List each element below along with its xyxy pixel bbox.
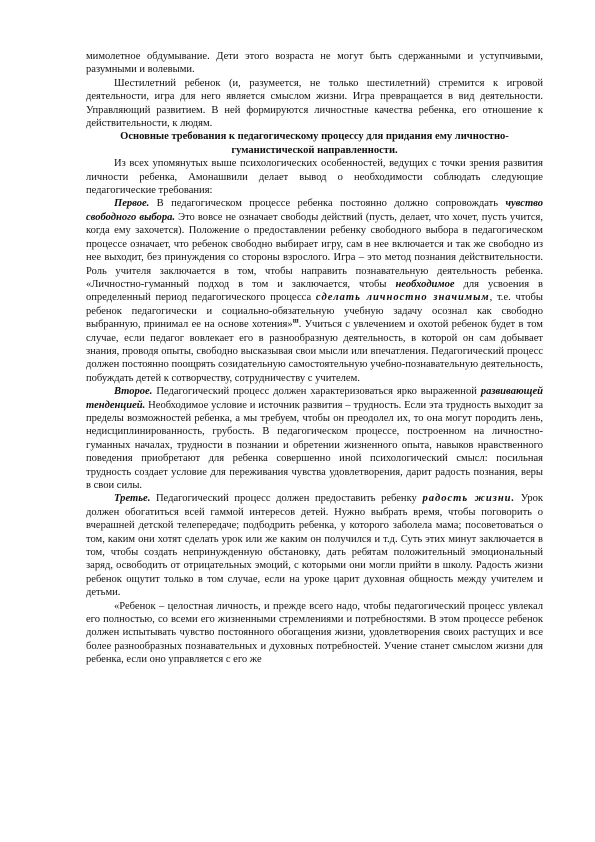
first-text-2: Это вовсе не означает свободы действий (пусть, делает, что хочет, пусть учится, когда ему захочется). Положение о предоставлении ребенку свободного выбора в педагогическом процессе означает, что ребенок свободно выбирает игру, сам в нее включается и так же свободно из нее выходит, без принуждения со стороны взрослого. Игра – это метод познания действительности. Роль учителя заключается в том, чтобы направить познавательную деятельность ребенка. «Личностно-гуманный подход в том и заключается, чтобы <box>86 211 543 290</box>
paragraph-child-whole-personality: «Ребенок – целостная личность, и прежде всего надо, чтобы педагогический процесс увлекал его полностью, со всеми его жизненными стремлениями и потребностями. В этом процессе ребенок должен испытывать чувство постоянного обогащения жизни, удовлетворения своих растущих и все более разнообразных познавательных и духовных потребностей. Учение станет смыслом жизни для ребенка, если оно управляется с его же <box>86 600 543 666</box>
paragraph-third-requirement <box>86 492 543 599</box>
first-text-4: , т.е. чтобы ребенок педагогически и социально-обязательную учебную задачу осознал как свободно выбранную, принимал ее на основе хотения» <box>86 292 543 331</box>
first-lead: Первое. <box>114 198 150 210</box>
third-text-1: Педагогический процесс должен предоставить ребенку <box>150 493 423 505</box>
footnote-marker: ш <box>292 316 299 325</box>
third-text-2: Урок должен обогатиться всей гаммой интересов детей. Нужно выбрать время, чтобы поговорить о вчерашней детской телепередаче; подбодрить ребенка, у которого заболела мама; посоветоваться о том, каким они хотят сделать урок или же каким он получился и т.д. Суть этих минут заключается в том, чтобы создать непринужденную обстановку, дать ребятам положительный эмоциональный заряд, освободить от отрицательных эмоций, с которыми они могли прийти в школу. Радость жизни ребенок ощутит только в том случае, если на уроке царит духовная общность между учителем и детьми. <box>86 493 543 599</box>
intro-paragraph: мимолетное обдумывание. Дети этого возраста не могут быть сдержанными и уступчивыми, разумными и волевыми. <box>86 51 543 76</box>
first-emphasis-free-choice: чувство свободного выбора. <box>86 198 543 223</box>
paragraph-six-year-old: Шестилетний ребенок (и, разумеется, не только шестилетний) стремится к игровой деятельности, игра для него является смыслом жизни. Игра превращается в вид деятельности. Управляющий развитием. В ней формируются личностные качества ребенка, его отношение к действительности, к людям. <box>86 77 543 130</box>
third-emphasis-joy-of-life: радость жизни. <box>422 493 516 505</box>
first-text-3: для усвоения в определенный период педагогического процесса <box>86 278 543 304</box>
section-heading: Основные требования к педагогическому процессу для придания ему личностно-гуманистической направленности. <box>120 131 509 156</box>
first-emphasis-personally-significant: сделать личностно значимым <box>315 292 490 304</box>
paragraph-second-requirement <box>86 385 543 492</box>
first-text-5: . Учиться с увлечением и охотой ребенок будет в том случае, если педагог вовлекает его в разнообразную деятельность, в которой он сам добывает знания, проводя опыты, свободно высказывая свои мысли или впечатления. Педагогический процесс должен постоянно поощрять созидательную самостоятельную учебно-познавательную деятельность, побуждать детей к сотворчеству, сотрудничеству с учителем. <box>86 319 543 384</box>
second-emphasis-developing: развивающей тенденцией. <box>86 386 543 411</box>
second-lead: Второе. <box>114 386 153 398</box>
third-lead: Третье. <box>114 493 151 505</box>
second-text-2: Необходимое условие и источник развития – трудность. Если эта трудность выходит за пределы возможностей ребенка, а мы требуем, чтобы он преодолел их, то она могут породить лень, недисциплинированность, грубость. В педагогическом процессе, построенном на личностно-гуманных началах, трудности в познании и обретении жизненного опыта, навыков нравственного поведения приобретают для ребенка совершенно иной психологический смысл: посильная трудность создает условие для переживания чувства удовлетворения, дарит радость познания, веры в свои силы. <box>86 399 543 491</box>
second-text-1: Педагогический процесс должен характеризоваться ярко выраженной <box>152 386 481 398</box>
paragraph-requirements-intro: Из всех упомянутых выше психологических особенностей, ведущих с точки зрения развития личности ребенка, Амонашвили делает вывод о необходимости соблюдать следующие педагогические требования: <box>86 158 543 197</box>
paragraph-first-requirement <box>86 197 543 385</box>
first-text-1: В педагогическом процессе ребенка постоянно должно сопровождать <box>149 198 506 210</box>
first-emphasis-necessary: необходимое <box>395 278 455 290</box>
